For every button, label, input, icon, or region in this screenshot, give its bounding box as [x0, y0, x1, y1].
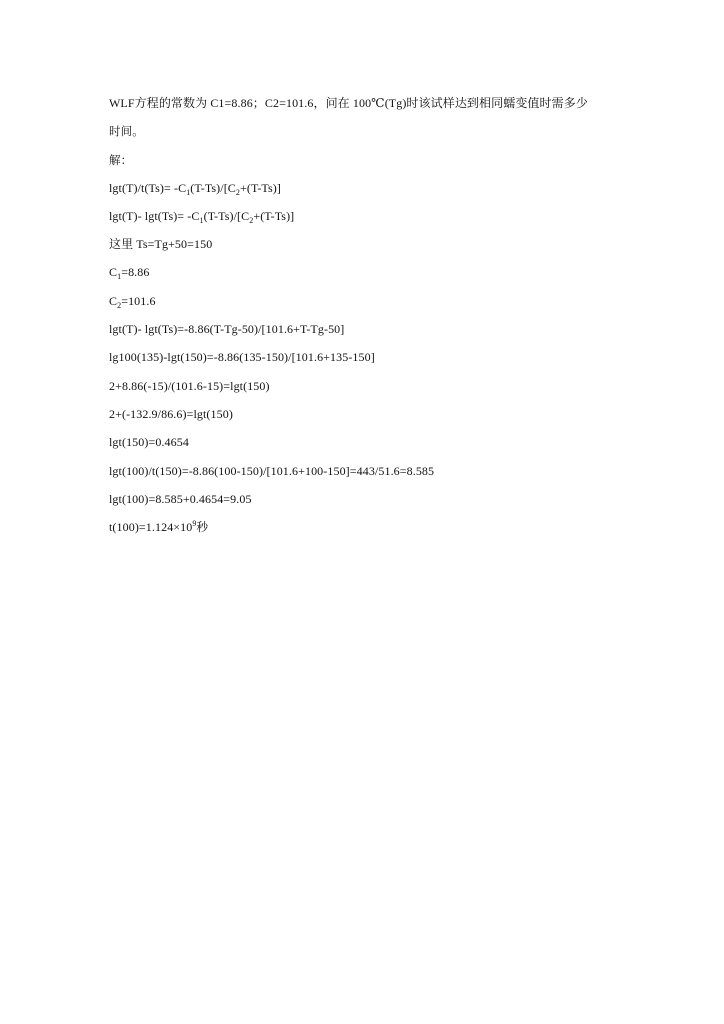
eq13-unit: 秒 [196, 520, 209, 534]
equation-8 [109, 379, 270, 393]
equation-7 [109, 350, 375, 364]
equation-1 [109, 181, 281, 195]
problem-text-2: 时间。 [109, 124, 144, 138]
eq12-text: lgt(100)=8.585+0.4654=9.05 [109, 492, 252, 506]
eq8-text: 2+8.86(-15)/(101.6-15)=lgt(150) [109, 379, 270, 393]
equation-6 [109, 322, 344, 336]
eq13-sup: 9 [192, 519, 197, 528]
eq5-part-b: =101.6 [121, 294, 156, 308]
equation-10 [109, 435, 189, 449]
eq4-part-b: =8.86 [121, 265, 150, 279]
eq11-text: lgt(100)/t(150)=-8.86(100-150)/[101.6+100-150]=443/51.6=8.585 [109, 464, 435, 478]
eq6-text: lgt(T)- lgt(Ts)=-8.86(T-Tg-50)/[101.6+T-Tg-50] [109, 322, 345, 336]
eq7-text: lg100(135)-lgt(150)=-8.86(135-150)/[101.6+135-150] [109, 350, 375, 364]
eq2-part-b: (T-Ts)/[C [203, 209, 250, 223]
equation-12 [109, 492, 252, 506]
solution-label-text: 解： [109, 153, 133, 167]
equation-9 [109, 407, 233, 421]
eq2-part-c: +(T-Ts)] [253, 209, 295, 223]
problem-text-1: WLF方程的常数为 C1=8.86；C2=101.6，问在 100℃(Tg)时该试样达到相同蠕变值时需多少 [109, 96, 588, 110]
eq1-sub-2: 2 [235, 188, 241, 197]
eq1-sub-1: 1 [186, 188, 191, 197]
solution-label [109, 153, 132, 167]
problem-line-2 [109, 124, 144, 138]
eq5-part-a: C [109, 294, 118, 308]
eq5-sub: 2 [117, 301, 122, 310]
eq13-part-a: t(100)=1.124×10 [109, 520, 193, 534]
eq1-part-c: +(T-Ts)] [240, 181, 281, 195]
equation-11 [109, 464, 434, 478]
equation-5 [109, 294, 156, 308]
eq3-text: 这里 Ts=Tg+50=150 [109, 237, 213, 251]
equation-4 [109, 265, 150, 279]
eq1-part-a: lgt(T)/t(Ts)= -C [109, 181, 187, 195]
equation-13 [109, 520, 208, 534]
eq2-sub-1: 1 [199, 216, 204, 225]
eq9-text: 2+(-132.9/86.6)=lgt(150) [109, 407, 233, 421]
equation-3 [109, 237, 212, 251]
eq2-part-a: lgt(T)- lgt(Ts)= -C [109, 209, 200, 223]
eq2-sub-2: 2 [249, 216, 254, 225]
equation-2 [109, 209, 294, 223]
eq4-part-a: C [109, 265, 118, 279]
eq1-part-b: (T-Ts)/[C [190, 181, 236, 195]
eq4-sub: 1 [117, 272, 122, 281]
eq10-text: lgt(150)=0.4654 [109, 435, 189, 449]
problem-line-1 [109, 96, 588, 110]
